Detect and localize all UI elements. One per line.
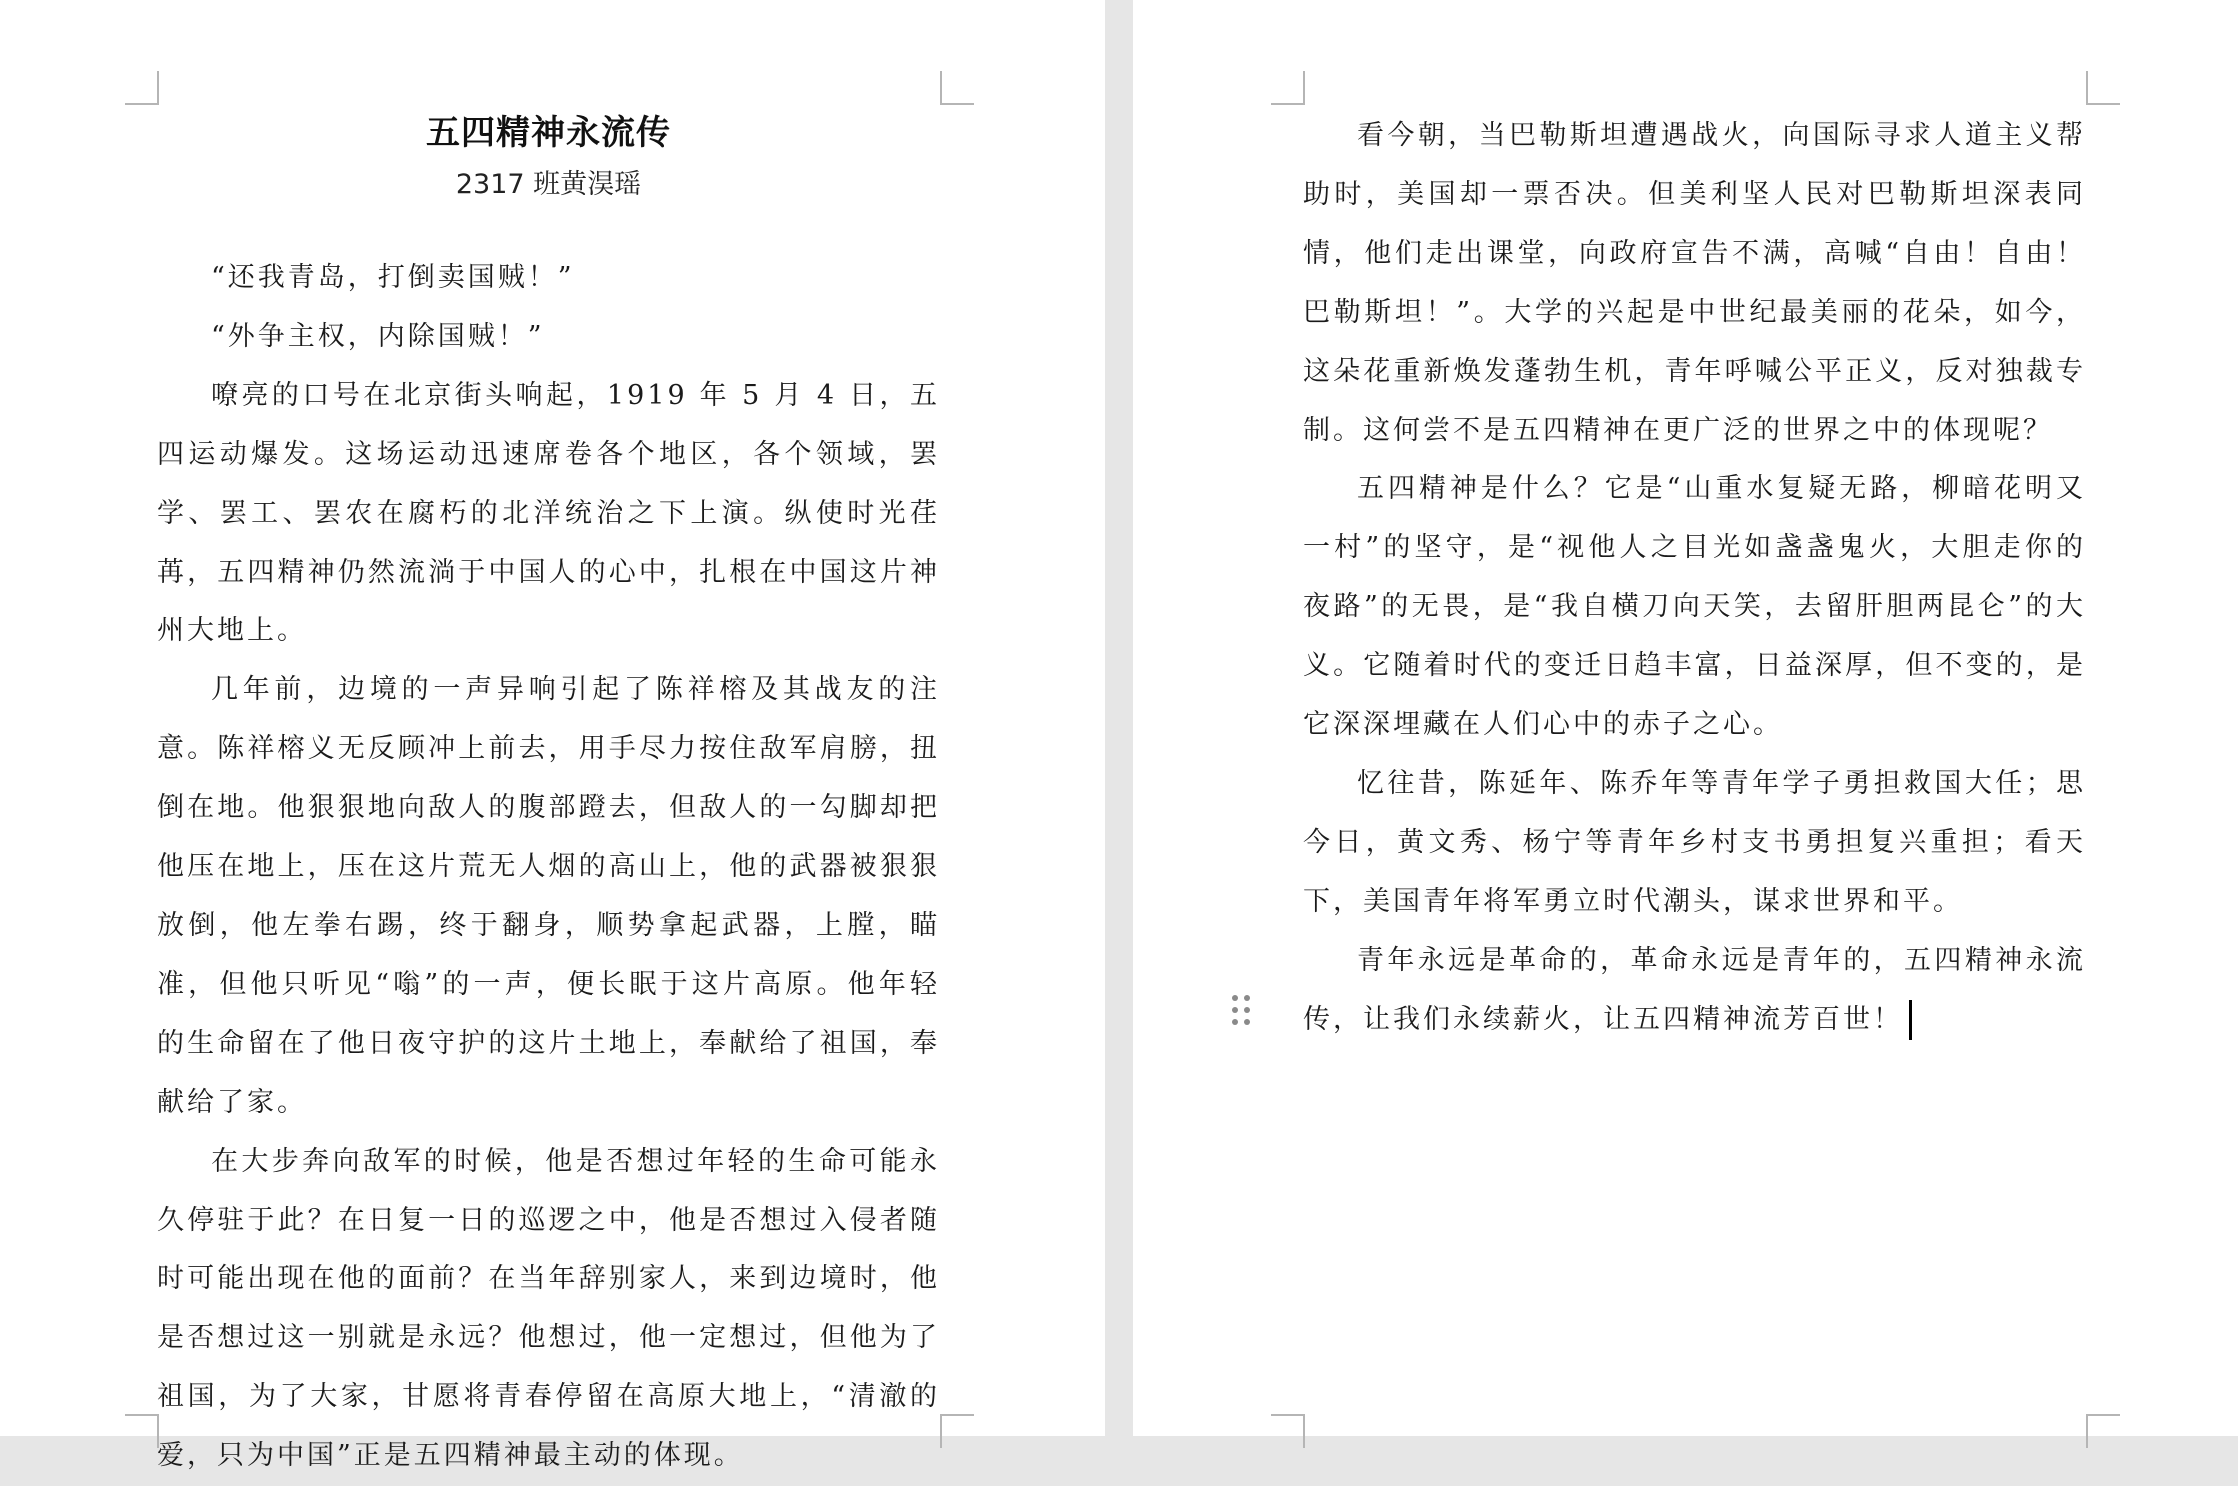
body-text[interactable]: [1303, 107, 2086, 1050]
document-page-2: [1133, 0, 2238, 1436]
paragraph-text[interactable]: 青年永远是革命的，革命永远是青年的，五四精神永流传，让我们永续薪火，让五四精神流芳百世！: [1303, 944, 2086, 1035]
page-corner-mark: [125, 1414, 159, 1448]
text-cursor: [1909, 1000, 1912, 1040]
paragraph[interactable]: 嘹亮的口号在北京街头响起，1919 年 5 月 4 日，五四运动爆发。这场运动迅速席卷各个地区，各个领域，罢学、罢工、罢农在腐朽的北洋统治之下上演。纵使时光荏苒，五四精神仍然流淌于中国人的心中，扎根在中国这片神州大地上。: [157, 379, 940, 647]
page-corner-mark: [1271, 1414, 1305, 1448]
drag-handle-icon[interactable]: [1231, 995, 1253, 1029]
body-text[interactable]: [157, 249, 940, 1486]
paragraph[interactable]: “外争主权，内除国贼！”: [211, 320, 545, 352]
page-content[interactable]: [1303, 0, 2086, 1050]
page-content[interactable]: [157, 0, 940, 1486]
page-corner-mark: [1271, 71, 1305, 105]
document-title[interactable]: 五四精神永流传: [426, 113, 671, 153]
paragraph[interactable]: 几年前，边境的一声异响引起了陈祥榕及其战友的注意。陈祥榕义无反顾冲上前去，用手尽力按住敌军肩膀，扭倒在地。他狠狠地向敌人的腹部蹬去，但敌人的一勾脚却把他压在地上，压在这片荒无人烟的高山上，他的武器被狠狠放倒，他左拳右踢，终于翻身，顺势拿起武器，上膛，瞄准，但他只听见“嗡”的一声，便长眠于这片高原。他年轻的生命留在了他日夜守护的这片土地上，奉献给了祖国，奉献给了家。: [157, 674, 940, 1118]
paragraph[interactable]: 忆往昔，陈延年、陈乔年等青年学子勇担救国大任；思今日，黄文秀、杨宁等青年乡村支书勇担复兴重担；看天下，美国青年将军勇立时代潮头，谋求世界和平。: [1303, 767, 2086, 917]
page-corner-mark: [2086, 1414, 2120, 1448]
paragraph[interactable]: 五四精神是什么？它是“山重水复疑无路，柳暗花明又一村”的坚守，是“视他人之目光如盏盏鬼火，大胆走你的夜路”的无畏，是“我自横刀向天笑，去留肝胆两昆仑”的大义。它随着时代的变迁日趋丰富，日益深厚，但不变的，是它深深埋藏在人们心中的赤子之心。: [1303, 473, 2086, 741]
document-page-1: [0, 0, 1105, 1472]
page-corner-mark: [2086, 71, 2120, 105]
paragraph[interactable]: “还我青岛，打倒卖国贼！”: [211, 262, 575, 293]
page-corner-mark: [940, 71, 974, 105]
paragraph[interactable]: 在大步奔向敌军的时候，他是否想过年轻的生命可能永久停驻于此？在日复一日的巡逻之中，他是否想过入侵者随时可能出现在他的面前？在当年辞别家人，来到边境时，他是否想过这一别就是永远？他想过，他一定想过，但他为了祖国，为了大家，甘愿将青春停留在高原大地上，“清澈的爱，只为中国”正是五四精神最主动的体现。: [157, 1145, 940, 1472]
document-author[interactable]: 2317 班黄淏瑶: [455, 169, 642, 200]
page-corner-mark: [125, 71, 159, 105]
paragraph-last[interactable]: [1303, 932, 2086, 1050]
paragraph[interactable]: 看今朝，当巴勒斯坦遭遇战火，向国际寻求人道主义帮助时，美国却一票否决。但美利坚人民对巴勒斯坦深表同情，他们走出课堂，向政府宣告不满，高喊“自由！自由！巴勒斯坦！”。大学的兴起是中世纪最美丽的花朵，如今，这朵花重新焕发蓬勃生机，青年呼喊公平正义，反对独裁专制。这何尝不是五四精神在更广泛的世界之中的体现呢？: [1303, 120, 2086, 446]
page-corner-mark: [940, 1414, 974, 1448]
